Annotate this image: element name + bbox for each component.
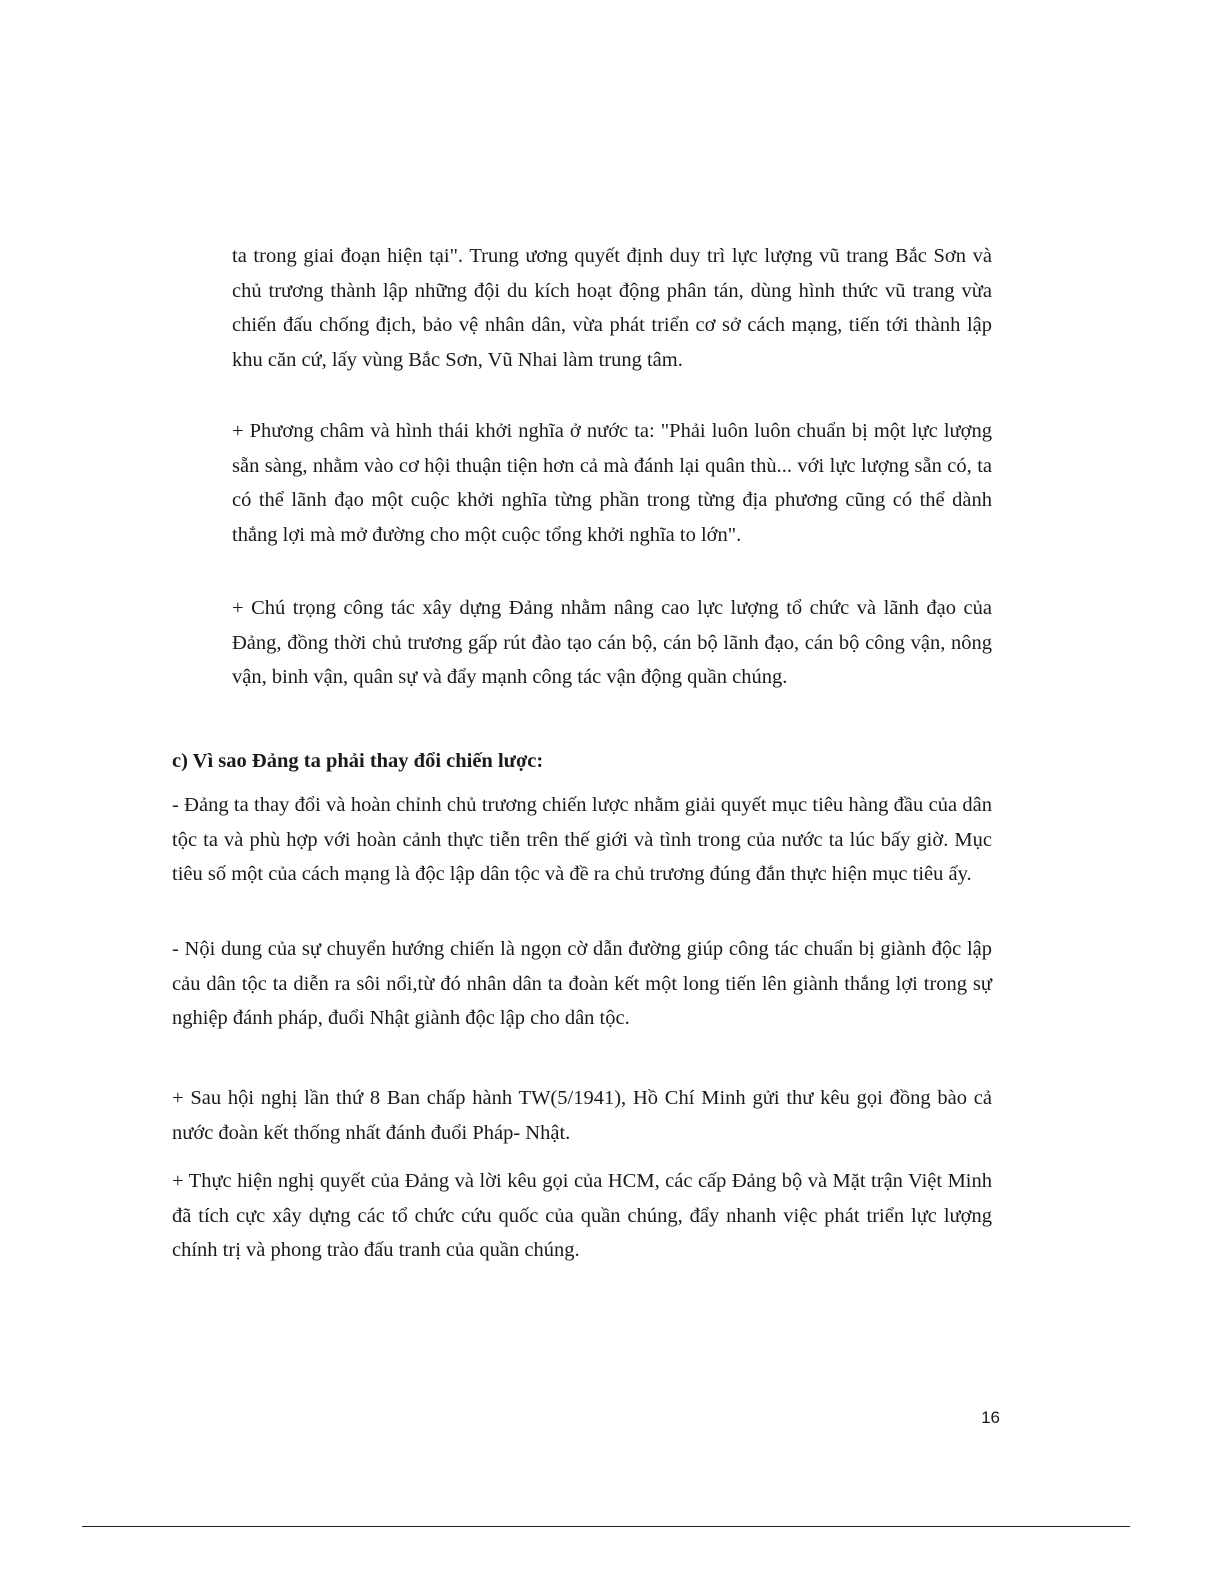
paragraph-viet-minh-front: + Thực hiện nghị quyết của Đảng và lời kêu gọi của HCM, các cấp Đảng bộ và Mặt trận Việt Minh đã tích cực xây dựng các tổ chức cứu quốc của quần chúng, đẩy nhanh việc phát triển lực lượng chính trị và phong trào đấu tranh của quần chúng.	[172, 1170, 992, 1261]
paragraph-uprising-strategy: + Phương châm và hình thái khởi nghĩa ở nước ta: "Phải luôn luôn chuẩn bị một lực lượng sẵn sàng, nhằm vào cơ hội thuận tiện hơn cả mà đánh lại quân thù... với lực lượng sẵn có, ta có thể lãnh đạo một cuộc khởi nghĩa từng phần trong từng địa phương cũng có thể dành thắng lợi mà mở đường cho một cuộc tổng khởi nghĩa to lớn".	[232, 420, 992, 546]
footer-divider	[82, 1526, 1130, 1527]
paragraph-bac-son-forces: ta trong giai đoạn hiện tại". Trung ương quyết định duy trì lực lượng vũ trang Bắc Sơn và chủ trương thành lập những đội du kích hoạt động phân tán, dùng hình thức vũ trang vừa chiến đấu chống địch, bảo vệ nhân dân, vừa phát triển cơ sở cách mạng, tiến tới thành lập khu căn cứ, lấy vùng Bắc Sơn, Vũ Nhai làm trung tâm.	[232, 245, 992, 371]
paragraph-party-building: + Chú trọng công tác xây dựng Đảng nhằm nâng cao lực lượng tổ chức và lãnh đạo của Đảng, đồng thời chủ trương gấp rút đào tạo cán bộ, cán bộ lãnh đạo, cán bộ công vận, nông vận, binh vận, quân sự và đẩy mạnh công tác vận động quần chúng.	[232, 597, 992, 688]
paragraph-strategy-change: - Đảng ta thay đổi và hoàn chỉnh chủ trương chiến lược nhằm giải quyết mục tiêu hàng đầu của dân tộc ta và phù hợp với hoàn cảnh thực tiễn trên thế giới và tình trong của nước ta lúc bấy giờ. Mục tiêu số một của cách mạng là độc lập dân tộc và đề ra chủ trương đúng đắn thực hiện mục tiêu ấy.	[172, 794, 992, 885]
paragraph-content-shift: - Nội dung của sự chuyển hướng chiến là ngọn cờ dẫn đường giúp công tác chuẩn bị giành độc lập cảu dân tộc ta diễn ra sôi nổi,từ đó nhân dân ta đoàn kết một long tiến lên giành thắng lợi trong sự nghiệp đánh pháp, đuổi Nhật giành độc lập cho dân tộc.	[172, 938, 992, 1029]
section-heading: c) Vì sao Đảng ta phải thay đổi chiến lược:	[172, 750, 544, 772]
paragraph-ho-chi-minh-letter: + Sau hội nghị lần thứ 8 Ban chấp hành TW(5/1941), Hồ Chí Minh gửi thư kêu gọi đồng bào cả nước đoàn kết thống nhất đánh đuổi Pháp- Nhật.	[172, 1087, 992, 1144]
page-number: 16	[981, 1408, 1000, 1427]
